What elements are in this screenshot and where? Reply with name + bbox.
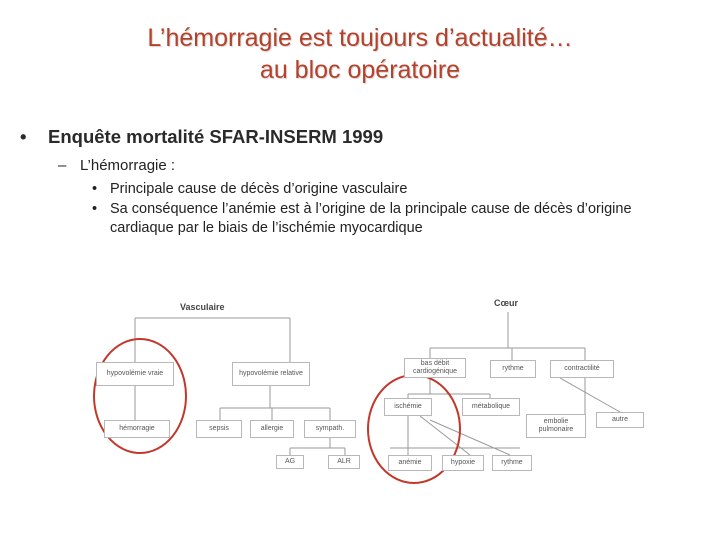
node-hypovolemie-vraie: hypovolémie vraie (96, 362, 174, 386)
slide-title (0, 22, 720, 86)
bullet-mark: • (20, 126, 27, 147)
node-hemorragie: hémorragie (104, 420, 170, 438)
node-hypoxie: hypoxie (442, 455, 484, 471)
dash-item (58, 157, 175, 174)
node-rythme-bottom: rythme (492, 455, 532, 471)
main-bullet (20, 126, 383, 148)
node-ischemie: ischémie (384, 398, 432, 416)
dash-item-text: L’hémorragie : (80, 157, 176, 174)
dash-mark: – (58, 157, 67, 174)
sub-bullet-2-text: Sa conséquence l’anémie est à l’origine de la principale cause de décès d’origine cardiaque par le biais de l’ischémie myocardique (110, 201, 632, 236)
sub-bullet-1-text: Principale cause de décès d’origine vasculaire (110, 181, 408, 197)
node-contractilite: contractilité (550, 360, 614, 378)
node-ag: AG (276, 455, 304, 469)
node-embolie-pulmonaire: embolie pulmonaire (526, 414, 586, 438)
node-alr: ALR (328, 455, 360, 469)
slide-title-line-2: au bloc opératoire (259, 56, 461, 84)
node-metabolique: métabolique (462, 398, 520, 416)
node-allergie: allergie (250, 420, 294, 438)
sub-bullet-mark: • (92, 181, 98, 197)
vascular-header: Vasculaire (180, 302, 225, 312)
node-rythme-top: rythme (490, 360, 536, 378)
slide-title-line-1: L’hémorragie est toujours d’actualité… (147, 24, 573, 52)
sub-bullet-mark: • (92, 201, 98, 217)
sub-bullet-2 (92, 200, 692, 238)
heart-header: Cœur (494, 298, 518, 308)
node-hypovolemie-relative: hypovolémie relative (232, 362, 310, 386)
mortality-cause-diagram (0, 290, 720, 540)
node-sepsis: sepsis (196, 420, 242, 438)
node-autre: autre (596, 412, 644, 428)
sub-bullet-1 (92, 180, 407, 199)
main-bullet-text: Enquête mortalité SFAR-INSERM 1999 (48, 126, 384, 147)
node-sympath: sympath. (304, 420, 356, 438)
node-bas-debit-cardiogenique: bas débit cardiogénique (404, 358, 466, 378)
node-anemie: anémie (388, 455, 432, 471)
